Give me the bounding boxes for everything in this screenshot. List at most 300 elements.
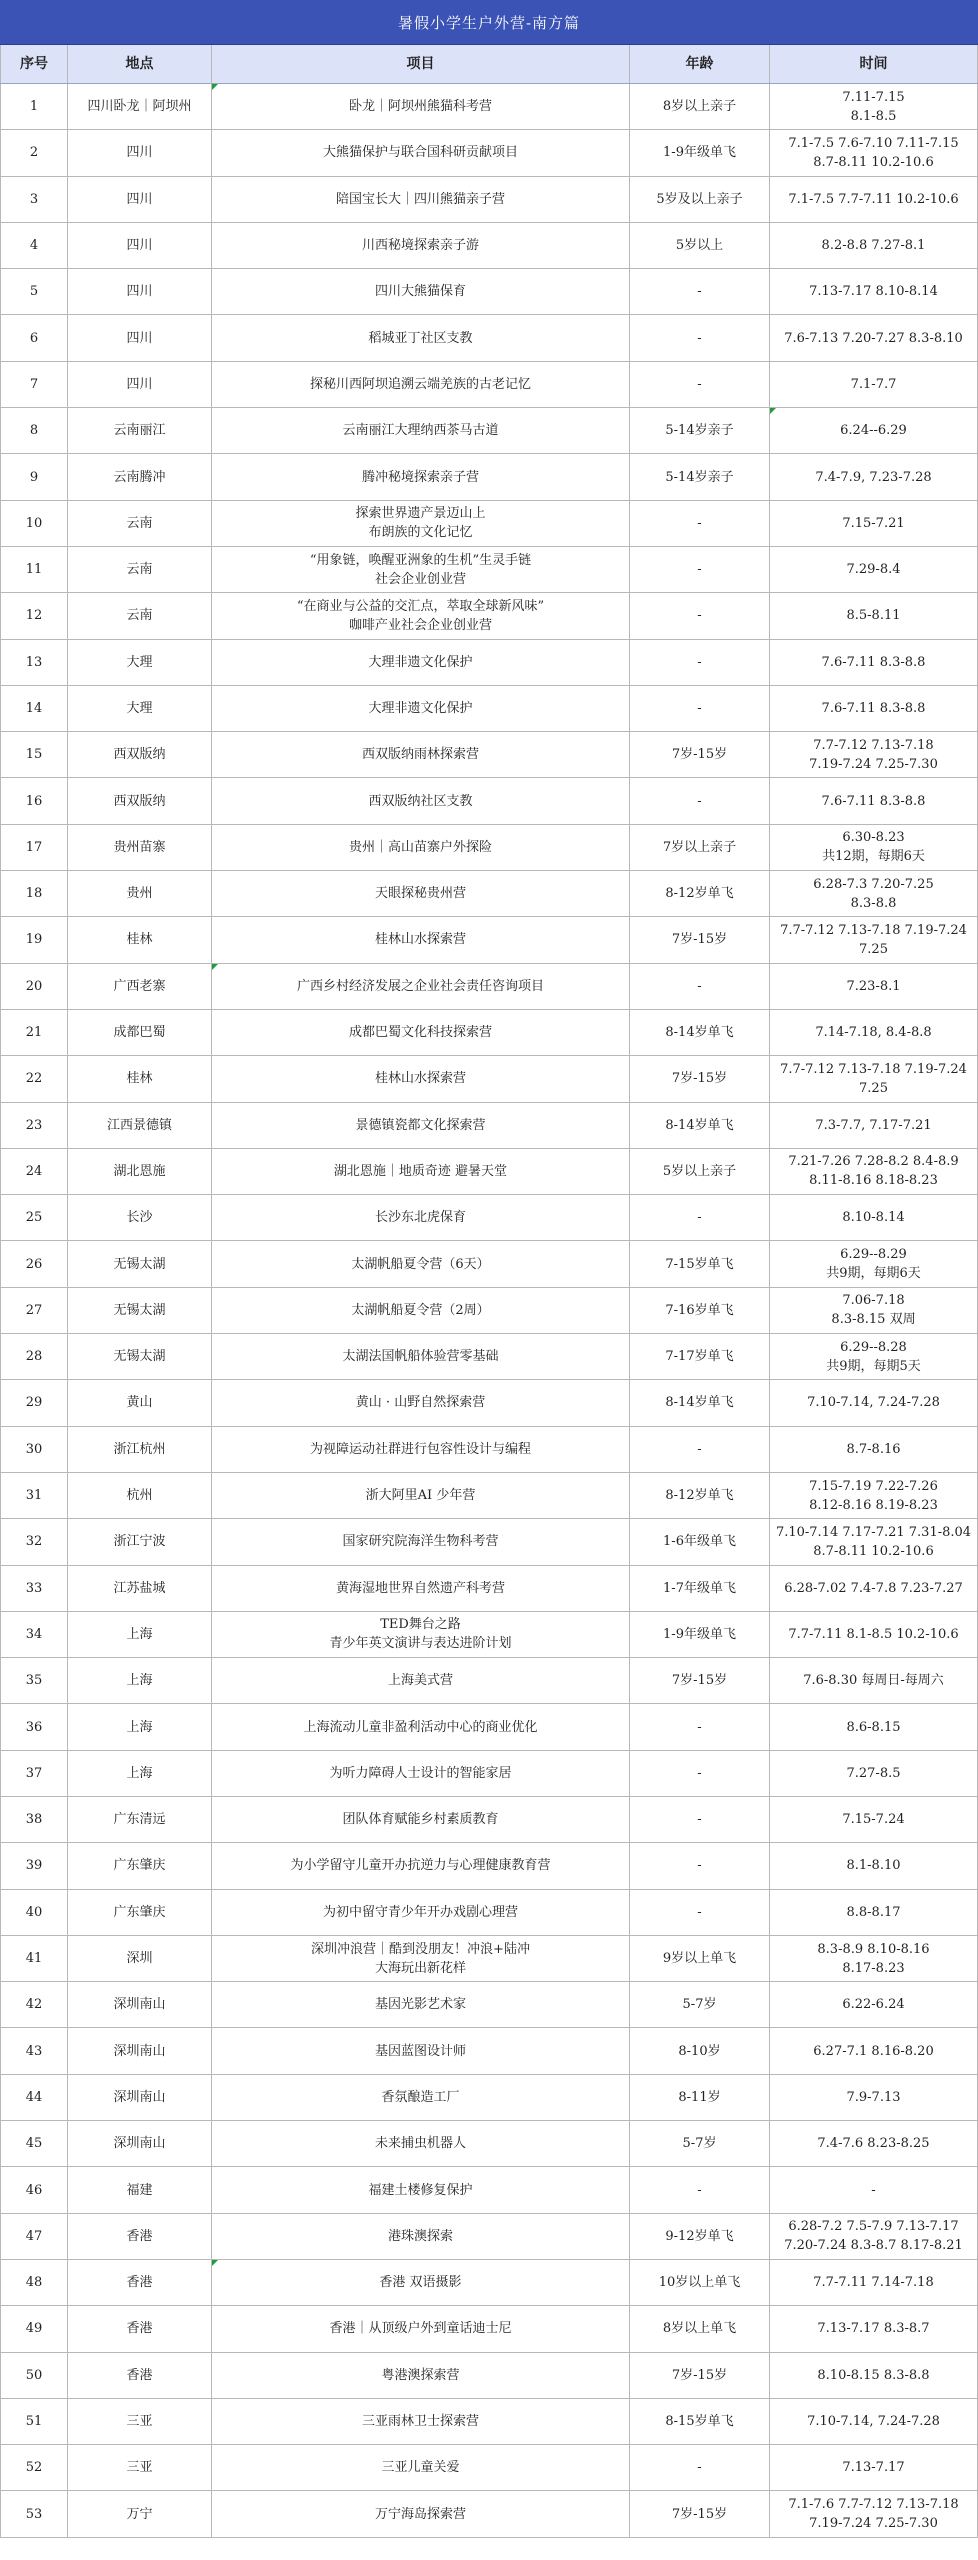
cell-project[interactable]: 港珠澳探索 [212, 2214, 630, 2259]
cell-project[interactable]: 粤港澳探索营 [212, 2353, 630, 2398]
cell-location[interactable]: 无锡太湖 [68, 1334, 212, 1379]
table-row [0, 1010, 978, 1056]
cell-age[interactable]: - [630, 1751, 770, 1796]
cell-no[interactable]: 30 [0, 1427, 68, 1472]
cell-age[interactable]: 5岁以上亲子 [630, 1149, 770, 1194]
cell-location[interactable]: 云南 [68, 593, 212, 638]
cell-age[interactable]: - [630, 2167, 770, 2212]
table-row [0, 732, 978, 778]
cell-location[interactable]: 浙江宁波 [68, 1519, 212, 1564]
cell-time[interactable]: 7.15-7.24 [770, 1797, 978, 1842]
cell-project[interactable]: 团队体育赋能乡村素质教育 [212, 1797, 630, 1842]
cell-location[interactable]: 云南丽江 [68, 408, 212, 453]
cell-project[interactable]: 腾冲秘境探索亲子营 [212, 454, 630, 499]
cell-project[interactable]: 景德镇瓷都文化探索营 [212, 1103, 630, 1148]
cell-time[interactable]: - [770, 2167, 978, 2212]
cell-no[interactable]: 47 [0, 2214, 68, 2259]
table-row [0, 2167, 978, 2213]
cell-project[interactable]: 桂林山水探索营 [212, 1056, 630, 1101]
cell-project[interactable]: 黄海湿地世界自然遗产科考营 [212, 1566, 630, 1611]
cell-time[interactable]: 7.29-8.4 [770, 547, 978, 592]
table-row [0, 2353, 978, 2399]
cell-location[interactable]: 广西老寨 [68, 964, 212, 1009]
cell-time[interactable]: 7.27-8.5 [770, 1751, 978, 1796]
cell-no[interactable]: 36 [0, 1704, 68, 1749]
cell-time[interactable]: 8.2-8.8 7.27-8.1 [770, 223, 978, 268]
table-row [0, 917, 978, 963]
cell-location[interactable]: 无锡太湖 [68, 1288, 212, 1333]
cell-time[interactable]: 7.14-7.18, 8.4-8.8 [770, 1010, 978, 1055]
cell-time[interactable]: 8.1-8.10 [770, 1843, 978, 1888]
cell-age[interactable]: 8-14岁单飞 [630, 1103, 770, 1148]
cell-location[interactable]: 大理 [68, 686, 212, 731]
cell-age[interactable]: 9-12岁单飞 [630, 2214, 770, 2259]
cell-age[interactable]: - [630, 1704, 770, 1749]
table-row [0, 1890, 978, 1936]
cell-time[interactable]: 7.10-7.14 7.17-7.21 7.31-8.04 8.7-8.11 10.2-10.6 [770, 1519, 978, 1564]
cell-time[interactable]: 6.24--6.29 [770, 408, 978, 453]
cell-no[interactable]: 37 [0, 1751, 68, 1796]
cell-time[interactable]: 6.29--8.29 共9期，每期6天 [770, 1241, 978, 1286]
cell-no[interactable]: 19 [0, 917, 68, 962]
cell-project[interactable]: 陪国宝长大｜四川熊猫亲子营 [212, 177, 630, 222]
cell-no[interactable]: 3 [0, 177, 68, 222]
cell-age[interactable]: 8-12岁单飞 [630, 871, 770, 916]
cell-location[interactable]: 四川 [68, 177, 212, 222]
cell-no[interactable]: 45 [0, 2121, 68, 2166]
cell-age[interactable]: 1-9年级单飞 [630, 130, 770, 175]
cell-no[interactable]: 20 [0, 964, 68, 1009]
cell-time[interactable]: 7.6-7.11 8.3-8.8 [770, 778, 978, 823]
cell-no[interactable]: 48 [0, 2260, 68, 2305]
cell-age[interactable]: 7岁-15岁 [630, 917, 770, 962]
cell-age[interactable]: 5-7岁 [630, 1982, 770, 2027]
cell-location[interactable]: 深圳 [68, 1936, 212, 1981]
table-row [0, 825, 978, 871]
cell-no[interactable]: 2 [0, 130, 68, 175]
table-row [0, 871, 978, 917]
cell-time[interactable]: 8.8-8.17 [770, 1890, 978, 1935]
cell-location[interactable]: 西双版纳 [68, 732, 212, 777]
cell-age[interactable]: - [630, 1195, 770, 1240]
cell-no[interactable]: 49 [0, 2306, 68, 2351]
cell-time[interactable]: 7.23-8.1 [770, 964, 978, 1009]
cell-location[interactable]: 云南 [68, 547, 212, 592]
cell-location[interactable]: 万宁 [68, 2491, 212, 2536]
cell-no[interactable]: 38 [0, 1797, 68, 1842]
cell-location[interactable]: 香港 [68, 2353, 212, 2398]
cell-age[interactable]: - [630, 778, 770, 823]
cell-project[interactable]: 西双版纳雨林探索营 [212, 732, 630, 777]
cell-project[interactable]: 云南丽江大理纳西茶马古道 [212, 408, 630, 453]
cell-age[interactable]: 7岁-15岁 [630, 2353, 770, 2398]
table-row [0, 1288, 978, 1334]
cell-project[interactable]: 香港｜从顶级户外到童话迪士尼 [212, 2306, 630, 2351]
table-row [0, 1473, 978, 1519]
cell-location[interactable]: 三亚 [68, 2399, 212, 2444]
cell-project[interactable]: 太湖帆船夏令营（6天） [212, 1241, 630, 1286]
cell-time[interactable]: 7.6-8.30 每周日-每周六 [770, 1658, 978, 1703]
cell-time[interactable]: 7.1-7.5 7.7-7.11 10.2-10.6 [770, 177, 978, 222]
cell-no[interactable]: 4 [0, 223, 68, 268]
cell-time[interactable]: 7.10-7.14, 7.24-7.28 [770, 1380, 978, 1425]
cell-project[interactable]: 上海美式营 [212, 1658, 630, 1703]
table-row [0, 362, 978, 408]
cell-time[interactable]: 7.3-7.7, 7.17-7.21 [770, 1103, 978, 1148]
cell-no[interactable]: 43 [0, 2028, 68, 2073]
cell-time[interactable]: 7.1-7.7 [770, 362, 978, 407]
cell-location[interactable]: 浙江杭州 [68, 1427, 212, 1472]
cell-project[interactable]: 广西乡村经济发展之企业社会责任咨询项目 [212, 964, 630, 1009]
table-row [0, 2075, 978, 2121]
cell-location[interactable]: 深圳南山 [68, 2121, 212, 2166]
table-row [0, 778, 978, 824]
cell-time[interactable]: 8.6-8.15 [770, 1704, 978, 1749]
cell-project[interactable]: 香港 双语摄影 [212, 2260, 630, 2305]
cell-project[interactable]: 为小学留守儿童开办抗逆力与心理健康教育营 [212, 1843, 630, 1888]
cell-no[interactable]: 26 [0, 1241, 68, 1286]
table-row [0, 1149, 978, 1195]
cell-age[interactable]: 5-7岁 [630, 2121, 770, 2166]
cell-location[interactable]: 上海 [68, 1658, 212, 1703]
cell-no[interactable]: 32 [0, 1519, 68, 1564]
cell-no[interactable]: 16 [0, 778, 68, 823]
cell-location[interactable]: 无锡太湖 [68, 1241, 212, 1286]
cell-time[interactable]: 6.28-7.2 7.5-7.9 7.13-7.17 7.20-7.24 8.3-8.7 8.17-8.21 [770, 2214, 978, 2259]
cell-age[interactable]: 7岁-15岁 [630, 1658, 770, 1703]
cell-age[interactable]: 8岁以上单飞 [630, 2306, 770, 2351]
table-row [0, 1103, 978, 1149]
cell-time[interactable]: 7.10-7.14, 7.24-7.28 [770, 2399, 978, 2444]
cell-no[interactable]: 15 [0, 732, 68, 777]
cell-time[interactable]: 7.9-7.13 [770, 2075, 978, 2120]
cell-location[interactable]: 四川 [68, 362, 212, 407]
cell-time[interactable]: 6.28-7.02 7.4-7.8 7.23-7.27 [770, 1566, 978, 1611]
cell-time[interactable]: 7.06-7.18 8.3-8.15 双周 [770, 1288, 978, 1333]
cell-time[interactable]: 7.7-7.11 8.1-8.5 10.2-10.6 [770, 1612, 978, 1657]
cell-project[interactable]: 川西秘境探索亲子游 [212, 223, 630, 268]
cell-location[interactable]: 四川 [68, 223, 212, 268]
cell-no[interactable]: 50 [0, 2353, 68, 2398]
cell-project[interactable]: 太湖法国帆船体验营零基础 [212, 1334, 630, 1379]
cell-project[interactable]: 湖北恩施｜地质奇迹 避暑天堂 [212, 1149, 630, 1194]
cell-age[interactable]: - [630, 593, 770, 638]
cell-no[interactable]: 18 [0, 871, 68, 916]
cell-no[interactable]: 33 [0, 1566, 68, 1611]
cell-location[interactable]: 深圳南山 [68, 2075, 212, 2120]
cell-project[interactable]: 万宁海岛探索营 [212, 2491, 630, 2536]
cell-location[interactable]: 深圳南山 [68, 1982, 212, 2027]
cell-time[interactable]: 7.4-7.9, 7.23-7.28 [770, 454, 978, 499]
cell-project[interactable]: 长沙东北虎保育 [212, 1195, 630, 1240]
cell-age[interactable]: 5岁以上 [630, 223, 770, 268]
cell-location[interactable]: 贵州 [68, 871, 212, 916]
cell-project[interactable]: “在商业与公益的交汇点，萃取全球新风味” 咖啡产业社会企业创业营 [212, 593, 630, 638]
cell-age[interactable]: - [630, 269, 770, 314]
cell-time[interactable]: 7.6-7.13 7.20-7.27 8.3-8.10 [770, 315, 978, 360]
cell-project[interactable]: 四川大熊猫保育 [212, 269, 630, 314]
cell-no[interactable]: 21 [0, 1010, 68, 1055]
cell-location[interactable]: 香港 [68, 2306, 212, 2351]
cell-no[interactable]: 27 [0, 1288, 68, 1333]
cell-location[interactable]: 四川 [68, 315, 212, 360]
cell-age[interactable]: 8-10岁 [630, 2028, 770, 2073]
cell-location[interactable]: 黄山 [68, 1380, 212, 1425]
cell-age[interactable]: - [630, 315, 770, 360]
cell-no[interactable]: 39 [0, 1843, 68, 1888]
cell-project[interactable]: “用象链，唤醒亚洲象的生机”生灵手链 社会企业创业营 [212, 547, 630, 592]
cell-no[interactable]: 29 [0, 1380, 68, 1425]
cell-location[interactable]: 三亚 [68, 2445, 212, 2490]
cell-project[interactable]: 西双版纳社区支教 [212, 778, 630, 823]
cell-project[interactable]: 为初中留守青少年开办戏剧心理营 [212, 1890, 630, 1935]
cell-project[interactable]: 桂林山水探索营 [212, 917, 630, 962]
cell-no[interactable]: 13 [0, 640, 68, 685]
cell-time[interactable]: 8.5-8.11 [770, 593, 978, 638]
header-age: 年龄 [630, 45, 770, 83]
cell-no[interactable]: 6 [0, 315, 68, 360]
cell-age[interactable]: 1-6年级单飞 [630, 1519, 770, 1564]
cell-location[interactable]: 广东肇庆 [68, 1890, 212, 1935]
cell-project[interactable]: 基因光影艺术家 [212, 1982, 630, 2027]
cell-no[interactable]: 41 [0, 1936, 68, 1981]
cell-location[interactable]: 云南腾冲 [68, 454, 212, 499]
cell-age[interactable]: 8-12岁单飞 [630, 1473, 770, 1518]
cell-age[interactable]: 7岁-15岁 [630, 2491, 770, 2536]
table-row [0, 640, 978, 686]
cell-age[interactable]: 5-14岁亲子 [630, 408, 770, 453]
cell-age[interactable]: 5-14岁亲子 [630, 454, 770, 499]
cell-age[interactable]: - [630, 2445, 770, 2490]
cell-location[interactable]: 长沙 [68, 1195, 212, 1240]
cell-location[interactable]: 上海 [68, 1612, 212, 1657]
cell-time[interactable]: 6.27-7.1 8.16-8.20 [770, 2028, 978, 2073]
cell-no[interactable]: 12 [0, 593, 68, 638]
cell-no[interactable]: 46 [0, 2167, 68, 2212]
cell-time[interactable]: 8.7-8.16 [770, 1427, 978, 1472]
cell-age[interactable]: 1-7年级单飞 [630, 1566, 770, 1611]
cell-location[interactable]: 福建 [68, 2167, 212, 2212]
cell-no[interactable]: 28 [0, 1334, 68, 1379]
cell-no[interactable]: 23 [0, 1103, 68, 1148]
cell-age[interactable]: - [630, 1427, 770, 1472]
cell-no[interactable]: 9 [0, 454, 68, 499]
cell-no[interactable]: 14 [0, 686, 68, 731]
table-row [0, 1751, 978, 1797]
cell-no[interactable]: 24 [0, 1149, 68, 1194]
cell-location[interactable]: 广东肇庆 [68, 1843, 212, 1888]
table-row [0, 1380, 978, 1426]
cell-location[interactable]: 云南 [68, 501, 212, 546]
header-time: 时间 [770, 45, 978, 83]
cell-time[interactable]: 8.10-8.14 [770, 1195, 978, 1240]
cell-project[interactable]: 大理非遗文化保护 [212, 640, 630, 685]
cell-age[interactable]: 7岁以上亲子 [630, 825, 770, 870]
cell-age[interactable]: 7岁-15岁 [630, 732, 770, 777]
cell-location[interactable]: 上海 [68, 1751, 212, 1796]
cell-location[interactable]: 桂林 [68, 1056, 212, 1101]
cell-age[interactable]: - [630, 640, 770, 685]
table-row [0, 223, 978, 269]
cell-no[interactable]: 42 [0, 1982, 68, 2027]
cell-project[interactable]: 为听力障碍人士设计的智能家居 [212, 1751, 630, 1796]
cell-age[interactable]: - [630, 1797, 770, 1842]
cell-no[interactable]: 17 [0, 825, 68, 870]
cell-location[interactable]: 湖北恩施 [68, 1149, 212, 1194]
cell-age[interactable]: - [630, 686, 770, 731]
cell-time[interactable]: 7.21-7.26 7.28-8.2 8.4-8.9 8.11-8.16 8.18-8.23 [770, 1149, 978, 1194]
cell-time[interactable]: 7.15-7.21 [770, 501, 978, 546]
cell-project[interactable]: 黄山 · 山野自然探索营 [212, 1380, 630, 1425]
cell-location[interactable]: 四川卧龙｜阿坝州 [68, 84, 212, 129]
cell-time[interactable]: 7.15-7.19 7.22-7.26 8.12-8.16 8.19-8.23 [770, 1473, 978, 1518]
cell-time[interactable]: 7.7-7.12 7.13-7.18 7.19-7.24 7.25 [770, 917, 978, 962]
cell-time[interactable]: 7.13-7.17 8.3-8.7 [770, 2306, 978, 2351]
table-row [0, 2214, 978, 2260]
cell-no[interactable]: 40 [0, 1890, 68, 1935]
table-row [0, 454, 978, 500]
table-row [0, 2121, 978, 2167]
cell-no[interactable]: 52 [0, 2445, 68, 2490]
cell-time[interactable]: 8.3-8.9 8.10-8.16 8.17-8.23 [770, 1936, 978, 1981]
table-row [0, 269, 978, 315]
cell-no[interactable]: 34 [0, 1612, 68, 1657]
cell-location[interactable]: 桂林 [68, 917, 212, 962]
table-row [0, 1519, 978, 1565]
cell-age[interactable]: - [630, 547, 770, 592]
header-no: 序号 [0, 45, 68, 83]
cell-project[interactable]: 未来捕虫机器人 [212, 2121, 630, 2166]
cell-age[interactable]: - [630, 1843, 770, 1888]
cell-age[interactable]: 1-9年级单飞 [630, 1612, 770, 1657]
cell-age[interactable]: 9岁以上单飞 [630, 1936, 770, 1981]
cell-project[interactable]: 为视障运动社群进行包容性设计与编程 [212, 1427, 630, 1472]
cell-project[interactable]: 探索世界遗产景迈山上 布朗族的文化记忆 [212, 501, 630, 546]
cell-project[interactable]: 福建土楼修复保护 [212, 2167, 630, 2212]
cell-age[interactable]: 8-14岁单飞 [630, 1380, 770, 1425]
cell-project[interactable]: 太湖帆船夏令营（2周） [212, 1288, 630, 1333]
cell-no[interactable]: 1 [0, 84, 68, 129]
cell-project[interactable]: 浙大阿里AI 少年营 [212, 1473, 630, 1518]
cell-location[interactable]: 上海 [68, 1704, 212, 1749]
cell-age[interactable]: - [630, 362, 770, 407]
cell-time[interactable]: 6.28-7.3 7.20-7.25 8.3-8.8 [770, 871, 978, 916]
cell-time[interactable]: 7.7-7.11 7.14-7.18 [770, 2260, 978, 2305]
cell-no[interactable]: 35 [0, 1658, 68, 1703]
table-row [0, 408, 978, 454]
cell-project[interactable]: 稻城亚丁社区支教 [212, 315, 630, 360]
cell-no[interactable]: 5 [0, 269, 68, 314]
cell-age[interactable]: - [630, 1890, 770, 1935]
cell-project[interactable]: 卧龙｜阿坝州熊猫科考营 [212, 84, 630, 129]
cell-project[interactable]: 香氛酿造工厂 [212, 2075, 630, 2120]
cell-location[interactable]: 香港 [68, 2214, 212, 2259]
cell-time[interactable]: 7.11-7.15 8.1-8.5 [770, 84, 978, 129]
cell-no[interactable]: 53 [0, 2491, 68, 2536]
cell-project[interactable]: TED舞台之路 青少年英文演讲与表达进阶计划 [212, 1612, 630, 1657]
cell-location[interactable]: 江苏盐城 [68, 1566, 212, 1611]
cell-age[interactable]: 10岁以上单飞 [630, 2260, 770, 2305]
cell-time[interactable]: 7.7-7.12 7.13-7.18 7.19-7.24 7.25 [770, 1056, 978, 1101]
table-row [0, 593, 978, 639]
table-row [0, 2445, 978, 2491]
cell-project[interactable]: 成都巴蜀文化科技探索营 [212, 1010, 630, 1055]
cell-time[interactable]: 6.29--8.28 共9期，每期5天 [770, 1334, 978, 1379]
cell-project[interactable]: 大熊猫保护与联合国科研贡献项目 [212, 130, 630, 175]
cell-location[interactable]: 杭州 [68, 1473, 212, 1518]
cell-age[interactable]: 7-17岁单飞 [630, 1334, 770, 1379]
cell-time[interactable]: 7.7-7.12 7.13-7.18 7.19-7.24 7.25-7.30 [770, 732, 978, 777]
cell-time[interactable]: 7.6-7.11 8.3-8.8 [770, 686, 978, 731]
cell-age[interactable]: 8岁以上亲子 [630, 84, 770, 129]
cell-project[interactable]: 国家研究院海洋生物科考营 [212, 1519, 630, 1564]
cell-time[interactable]: 7.13-7.17 8.10-8.14 [770, 269, 978, 314]
cell-no[interactable]: 25 [0, 1195, 68, 1240]
cell-age[interactable]: 5岁及以上亲子 [630, 177, 770, 222]
cell-location[interactable]: 四川 [68, 130, 212, 175]
cell-age[interactable]: 7-15岁单飞 [630, 1241, 770, 1286]
cell-age[interactable]: 8-14岁单飞 [630, 1010, 770, 1055]
table-row [0, 84, 978, 130]
cell-project[interactable]: 三亚雨林卫士探索营 [212, 2399, 630, 2444]
header-row [0, 45, 978, 84]
cell-time[interactable]: 7.1-7.5 7.6-7.10 7.11-7.15 8.7-8.11 10.2-10.6 [770, 130, 978, 175]
cell-time[interactable]: 6.22-6.24 [770, 1982, 978, 2027]
cell-no[interactable]: 11 [0, 547, 68, 592]
cell-location[interactable]: 深圳南山 [68, 2028, 212, 2073]
cell-project[interactable]: 深圳冲浪营｜酷到没朋友！冲浪+陆冲 大海玩出新花样 [212, 1936, 630, 1981]
cell-age[interactable]: 7岁-15岁 [630, 1056, 770, 1101]
cell-age[interactable]: 8-11岁 [630, 2075, 770, 2120]
cell-age[interactable]: 7-16岁单飞 [630, 1288, 770, 1333]
cell-location[interactable]: 广东清远 [68, 1797, 212, 1842]
cell-project[interactable]: 天眼探秘贵州营 [212, 871, 630, 916]
cell-time[interactable]: 7.4-7.6 8.23-8.25 [770, 2121, 978, 2166]
cell-project[interactable]: 贵州｜高山苗寨户外探险 [212, 825, 630, 870]
cell-project[interactable]: 探秘川西阿坝追溯云端羌族的古老记忆 [212, 362, 630, 407]
cell-time[interactable]: 8.10-8.15 8.3-8.8 [770, 2353, 978, 2398]
cell-location[interactable]: 江西景德镇 [68, 1103, 212, 1148]
cell-no[interactable]: 8 [0, 408, 68, 453]
cell-no[interactable]: 31 [0, 1473, 68, 1518]
cell-time[interactable]: 7.1-7.6 7.7-7.12 7.13-7.18 7.19-7.24 7.25-7.30 [770, 2491, 978, 2536]
cell-no[interactable]: 22 [0, 1056, 68, 1101]
cell-project[interactable]: 上海流动儿童非盈利活动中心的商业优化 [212, 1704, 630, 1749]
cell-no[interactable]: 44 [0, 2075, 68, 2120]
cell-location[interactable]: 西双版纳 [68, 778, 212, 823]
header-project: 项目 [212, 45, 630, 83]
table-row [0, 1195, 978, 1241]
cell-age[interactable]: - [630, 501, 770, 546]
cell-time[interactable]: 7.13-7.17 [770, 2445, 978, 2490]
cell-location[interactable]: 贵州苗寨 [68, 825, 212, 870]
cell-project[interactable]: 三亚儿童关爱 [212, 2445, 630, 2490]
cell-no[interactable]: 51 [0, 2399, 68, 2444]
cell-no[interactable]: 7 [0, 362, 68, 407]
cell-no[interactable]: 10 [0, 501, 68, 546]
cell-age[interactable]: 8-15岁单飞 [630, 2399, 770, 2444]
table-row [0, 1241, 978, 1287]
cell-location[interactable]: 四川 [68, 269, 212, 314]
cell-age[interactable]: - [630, 964, 770, 1009]
cell-time[interactable]: 6.30-8.23 共12期，每期6天 [770, 825, 978, 870]
cell-location[interactable]: 大理 [68, 640, 212, 685]
cell-project[interactable]: 大理非遗文化保护 [212, 686, 630, 731]
cell-time[interactable]: 7.6-7.11 8.3-8.8 [770, 640, 978, 685]
cell-location[interactable]: 成都巴蜀 [68, 1010, 212, 1055]
cell-location[interactable]: 香港 [68, 2260, 212, 2305]
cell-project[interactable]: 基因蓝图设计师 [212, 2028, 630, 2073]
